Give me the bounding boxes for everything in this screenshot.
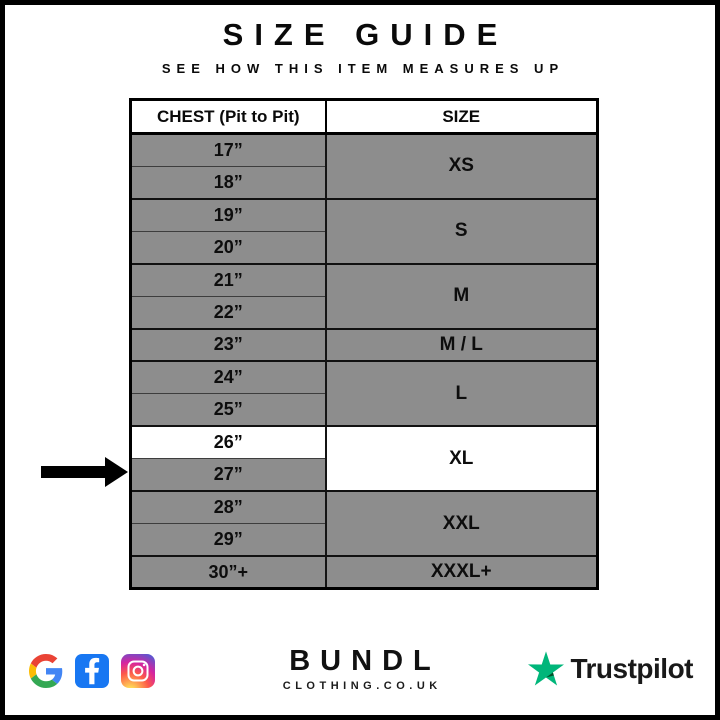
table-row: [131, 329, 598, 362]
trustpilot-logo[interactable]: [528, 651, 693, 686]
table-row: [131, 556, 598, 589]
trustpilot-star-icon: [528, 651, 564, 686]
chest-cell-highlighted: 26”: [131, 426, 326, 459]
chest-cell: 17”: [131, 134, 326, 167]
highlight-arrow-icon: [41, 466, 105, 478]
brand-domain: CLOTHING.CO.UK: [282, 680, 442, 692]
footer: [5, 637, 715, 715]
table-row: [131, 134, 598, 167]
brand-name: BUNDL: [289, 645, 441, 677]
trustpilot-label: Trustpilot: [570, 652, 693, 684]
size-cell-xxxl: XXXL+: [326, 556, 598, 589]
chest-cell: 28”: [131, 491, 326, 524]
facebook-icon[interactable]: [75, 654, 109, 688]
page-subtitle: SEE HOW THIS ITEM MEASURES UP: [161, 61, 565, 76]
chest-cell: 29”: [131, 524, 326, 557]
chest-cell: 20”: [131, 231, 326, 264]
column-header-chest: CHEST (Pit to Pit): [131, 100, 326, 134]
size-cell-xs: XS: [326, 134, 598, 199]
chest-cell: 24”: [131, 361, 326, 394]
table-header-row: [131, 100, 598, 134]
table-row: [131, 361, 598, 394]
table-row: [131, 264, 598, 297]
page-title: SIZE GUIDE: [222, 17, 509, 52]
chest-cell: 25”: [131, 394, 326, 427]
chest-cell: 30”+: [131, 556, 326, 589]
instagram-icon[interactable]: [121, 654, 155, 688]
brand-logo: [278, 645, 441, 692]
table-row: [131, 199, 598, 232]
size-cell-xl-highlighted: XL: [326, 426, 598, 491]
size-cell-l: L: [326, 361, 598, 426]
chest-cell: 21”: [131, 264, 326, 297]
size-table: [129, 98, 599, 590]
size-cell-m: M: [326, 264, 598, 329]
size-cell-xxl: XXL: [326, 491, 598, 556]
table-row: [131, 491, 598, 524]
column-header-size: SIZE: [326, 100, 598, 134]
size-cell-m-l: M / L: [326, 329, 598, 362]
google-icon[interactable]: [29, 654, 63, 688]
chest-cell: 27”: [131, 459, 326, 492]
chest-cell: 22”: [131, 296, 326, 329]
social-icons: [29, 654, 155, 688]
chest-cell: 18”: [131, 166, 326, 199]
chest-cell: 19”: [131, 199, 326, 232]
table-row-highlighted: [131, 426, 598, 459]
size-cell-s: S: [326, 199, 598, 264]
chest-cell: 23”: [131, 329, 326, 362]
